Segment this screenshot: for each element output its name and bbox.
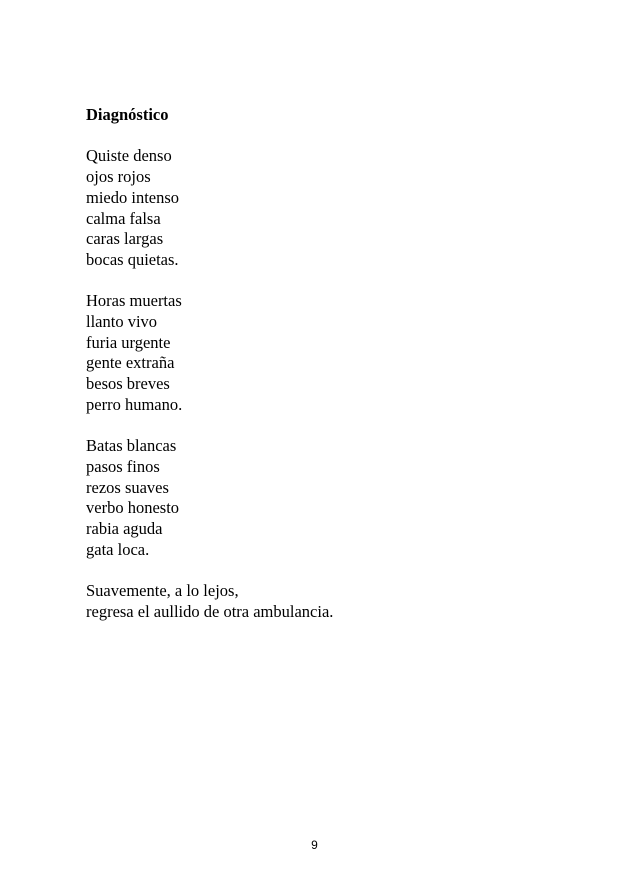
poem-line: gente extraña: [86, 353, 175, 373]
poem: [86, 105, 333, 623]
poem-line: furia urgente: [86, 332, 171, 352]
stanza-2: [86, 291, 333, 415]
poem-line: verbo honesto: [86, 498, 180, 518]
stanza-1: [86, 146, 333, 270]
poem-line: calma falsa: [86, 208, 161, 228]
poem-line: bocas quietas.: [86, 249, 179, 269]
poem-line: rabia aguda: [86, 519, 163, 539]
poem-line: miedo intenso: [86, 187, 180, 207]
stanza-3: [86, 436, 333, 560]
poem-line: perro humano.: [86, 394, 183, 414]
poem-line: ojos rojos: [86, 167, 151, 187]
poem-line: gata loca.: [86, 539, 150, 559]
poem-line: Batas blancas: [86, 436, 177, 456]
poem-title: Diagnóstico: [86, 105, 169, 124]
poem-line: llanto vivo: [86, 312, 158, 331]
poem-line: Suavemente, a lo lejos,: [86, 581, 239, 601]
page-number: 9: [311, 838, 318, 852]
poem-line: Horas muertas: [86, 291, 182, 311]
poem-line: besos breves: [86, 374, 170, 394]
stanza-4: [86, 581, 333, 622]
poem-line: caras largas: [86, 229, 164, 249]
poem-line: Quiste denso: [86, 146, 172, 166]
poem-line: regresa el aullido de otra ambulancia.: [86, 601, 334, 621]
poem-line: rezos suaves: [86, 477, 169, 497]
poem-line: pasos finos: [86, 456, 160, 476]
